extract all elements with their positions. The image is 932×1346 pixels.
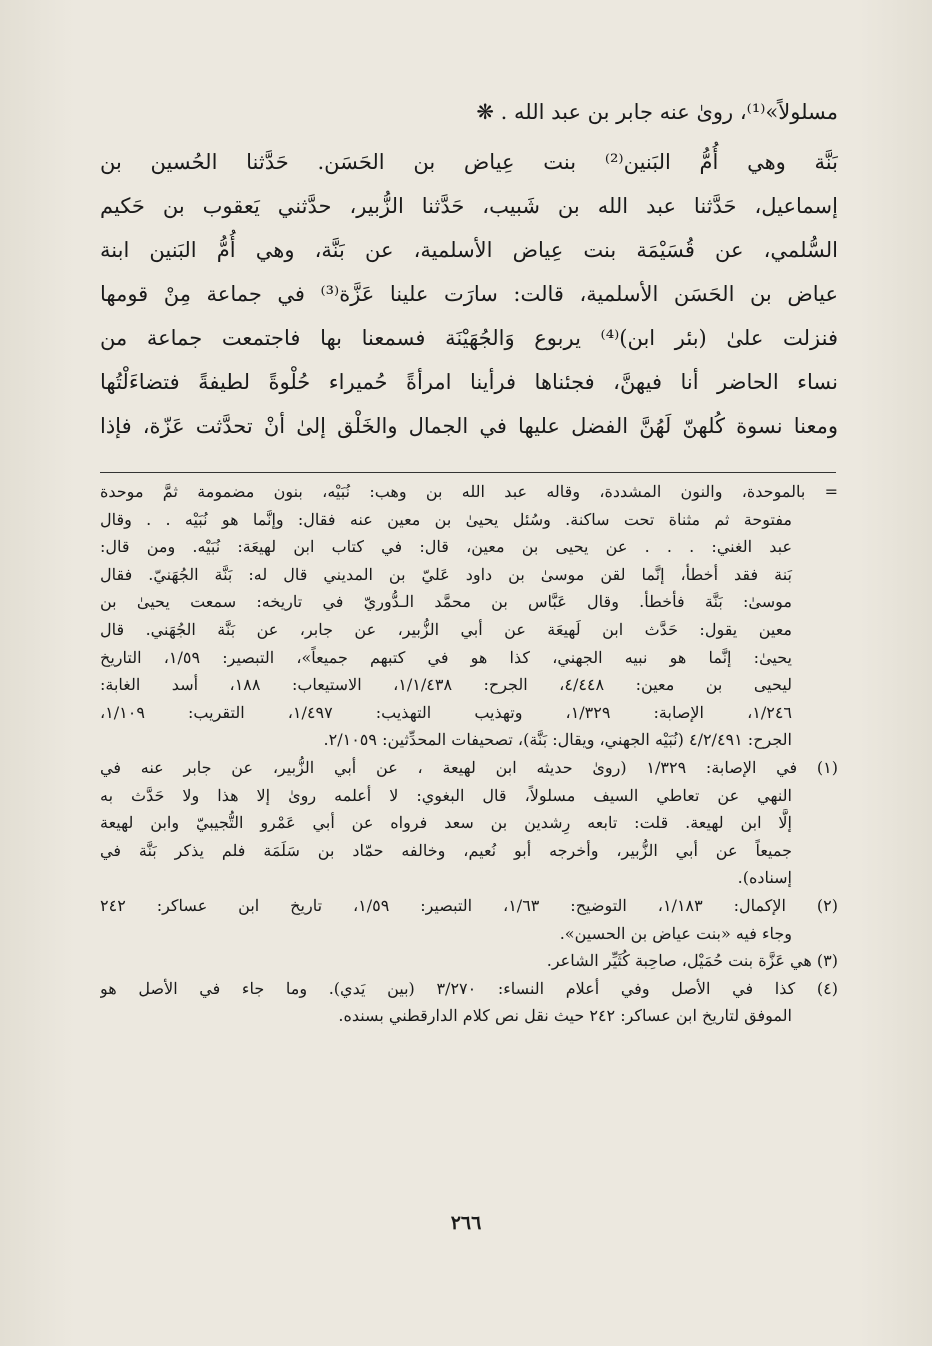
- main-text-first-line: [100, 90, 838, 134]
- footnote-line: عبد الغني: . . . عن يحيى بن معين، قال: في كتاب ابن لهيعَة: نُبَيْه. ومن قال:: [100, 537, 792, 557]
- footnote-line: = بالموحدة، والنون المشددة، وقاله عبد الله بن وهب: نُبَيْه، بنون مضمومة ثمَّ موحدة: [100, 482, 838, 501]
- footnote-line: إسناده).: [737, 868, 792, 888]
- main-text-body: [100, 140, 838, 448]
- text-line: عياض بن الحَسَن الأسلمية، قالت: سارَت علينا عَزَّة⁽³⁾ في جماعة مِنْ قومها: [100, 282, 838, 306]
- footnote-line: وجاء فيه «بنت عياض بن الحسين».: [559, 923, 792, 943]
- footnote-line: إلَّا ابن لهيعة. قلت: تابعه رِشدين بن سعد فرواه عن أبي عَمْرو التُّجيبيّ وابن لهيعة: [100, 813, 792, 833]
- footnote-line: جميعاً عن أبي الزُّبير، وأخرجه أبو نُعيم، وخالفه حمّاد بن سَلَمَة فلم يذكر بَنَّة في: [100, 840, 792, 860]
- footnote-1: (١) في الإصابة: ١/٣٢٩ (روىٰ حديثه ابن لهيعة ، عن أبي الزُّبير، عن جابر عنه في: [100, 757, 838, 777]
- footnote-line: ١/٢٤٦، الإصابة: ١/٣٢٩، وتهذيب التهذيب: ١/٤٩٧، التقريب: ١/١٠٩،: [100, 702, 793, 722]
- footnote-line: ليحيى بن معين: ٤/٤٤٨، الجرح: ١/١/٤٣٨، الاستيعاب: ١٨٨، أسد الغابة:: [100, 675, 793, 695]
- page-number: ٢٦٦: [450, 1212, 482, 1234]
- footnote-divider: [100, 472, 836, 473]
- footnote-line: الموفق لتاريخ ابن عساكر: ٢٤٢ حيث نقل نص كلام الدارقطني بسنده.: [338, 1006, 792, 1026]
- footnote-4: (٤) كذا في الأصل وفي أعلام النساء: ٣/٢٧٠ (بين يَدي). وما جاء في الأصل هو: [100, 978, 838, 998]
- footnote-line: يحيىٰ: إنَّما هو نبيه الجهني، كذا هو في كتبهم جميعاً»، التبصير: ١/٥٩، التاريخ: [100, 647, 793, 667]
- footnote-line: النهي عن تعاطي السيف مسلولاً، قال البغوي: لا أعلمه روىٰ إلا هذا ولا حَدَّث به: [100, 785, 792, 805]
- footnote-2: (٢) الإكمال: ١/١٨٣، التوضيح: ١/٦٣، التبصير: ١/٥٩، تاريخ ابن عساكر: ٢٤٢: [100, 895, 838, 915]
- footnote-line: بَنة فقد أخطأ، إنَّما لقن موسىٰ بن داود عَليّ بن المديني قال له: بَنَّة الجُهَنيّ. فقال: [100, 564, 792, 584]
- footnotes: [100, 478, 838, 1030]
- text-line: مسلولاً»⁽¹⁾، روىٰ عنه جابر بن عبد الله . ❋: [476, 100, 838, 124]
- text-line: ومعنا نسوة كُلهنّ لَهُنَّ الفضل عليها في الجمال والخَلْق إلىٰ أنْ تحدَّثت عَزّة، فإذا: [100, 414, 838, 438]
- footnote-line: موسىٰ: بَنَّة فأخطأ. وقال عَبَّاس بن محمَّد الـدُّوريّ في تاريخه: سمعت يحيىٰ بن: [100, 592, 792, 612]
- text-line: إسماعيل، حَدَّثنا عبد الله بن شَبيب، حَدَّثنا الزُّبير، حدَّثني يَعقوب بن حَكيم: [100, 194, 838, 218]
- footnote-3: (٣) هي عَزَّة بنت حُمَيْل، صاحِبة كُثَيِّر الشاعر.: [546, 951, 838, 971]
- footnote-line: معين يقول: حَدَّث ابن لَهيعَة عن أبي الزُّبير، عن جابر، عن بَنَّة الجُهَني. قال: [100, 619, 793, 639]
- text-line: بَنَّة وهي أُمُّ البَنين⁽²⁾ بنت عِياض بن الحَسَن. حَدَّثنا الحُسين بن: [100, 150, 838, 174]
- text-line: السُّلمي، عن قُسَيْمَة بنت عِياض الأسلمية، عن بَنَّة، وهي أُمُّ البَنين ابنة: [100, 238, 838, 262]
- text-line: نساء الحاضر أنا فيهنَّ، فجئناها فرأينا امرأةً حُميراء حُلْوةً لطيفةً فتضاءَلْتُها: [100, 370, 838, 394]
- footnote-line: الجرح: ٤/٢/٤٩١ (نُبَيْه الجهني، ويقال: بَنَّة)، تصحيفات المحدِّثين: ٢/١٠٥٩.: [323, 730, 792, 750]
- text-line: فنزلت علىٰ (بئر ابن)⁽⁴⁾ يربوع وَالجُهَيْنَة فسمعنا بها فاجتمعت جماعة من: [100, 326, 838, 350]
- footnote-line: مفتوحة ثم مثناة تحت ساكنة. وسُئل يحيىٰ بن معين عنه فقال: وإنَّما هو نُبَيْه . . وقال: [100, 509, 792, 529]
